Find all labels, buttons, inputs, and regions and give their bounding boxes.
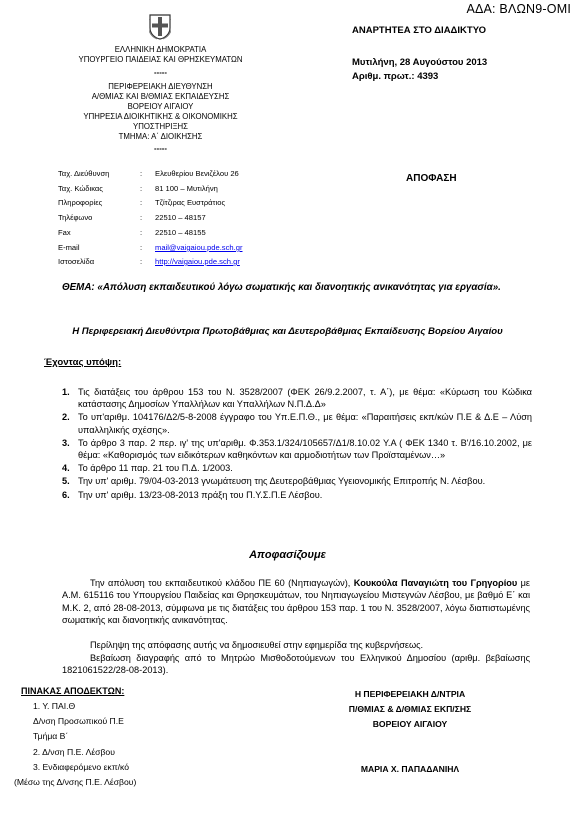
signature-title-line3: ΒΟΡΕΙΟΥ ΑΙΓΑΙΟΥ [372,719,448,729]
considerations-list [62,386,532,502]
recipient-item: (Μέσω της Δ/νσης Π.Ε. Λέσβου) [14,777,137,787]
info-row-website: Ιστοσελίδα : http://vaigaiou.pde.sch.gr [58,257,240,266]
signature-title-line2: Π/ΘΜΙΑΣ & Δ/ΘΜΙΑΣ ΕΚΠ/ΣΗΣ [348,704,472,714]
subject-line: ΘΕΜΑ: «Απόλυση εκπαιδευτικού λόγω σωματικής και διανοητικής ανικανότητας για εργασία». [62,282,501,293]
director-title: Η Περιφερειακή Διευθύντρια Πρωτοβάθμιας και Δευτεροβάθμιας Εκπαίδευσης Βορείου Αιγαίου [72,326,503,337]
header-ministry: ΥΠΟΥΡΓΕΙΟ ΠΑΙΔΕΙΑΣ ΚΑΙ ΘΡΗΣΚΕΥΜΑΤΩΝ [78,55,243,64]
email-link[interactable]: mail@vaigaiou.pde.sch.gr [155,243,243,252]
greek-emblem-icon [149,14,171,40]
header-separator: ----- [154,68,167,77]
publish-note: ΑΝΑΡΤΗΤΕΑ ΣΤΟ ΔΙΑΔΙΚΤΥΟ [352,25,487,36]
header-directorate-line2: Α/ΘΜΙΑΣ ΚΑΙ Β/ΘΜΙΑΣ ΕΚΠΑΙΔΕΥΣΗΣ [91,92,230,101]
signatory-name: ΜΑΡΙΑ Χ. ΠΑΠΑΔΑΝΙΗΛ [360,764,460,774]
website-link[interactable]: http://vaigaiou.pde.sch.gr [155,257,240,266]
recipient-item: 2. Δ/νση Π.Ε. Λέσβου [33,747,115,757]
list-item: 5. Την υπ' αριθμ. 79/04-03-2013 γνωμάτευση της Δευτεροβάθμιας Υγειονομικής Επιτροπής Ν. Λέσβου. [62,476,486,487]
header-service-line2: ΥΠΟΣΤΗΡΙΞΗΣ [133,122,188,131]
header-service: ΥΠΗΡΕΣΙΑ ΔΙΟΙΚΗΤΙΚΗΣ & ΟΙΚΟΝΟΜΙΚΗΣ [83,112,238,121]
list-item: 3. Το άρθρο 3 παρ. 2 περ. ιγ' της υπ'αριθμ. Φ.353.1/324/105657/Δ1/8.10.02 Υ.Α ( ΦΕΚ 1340 τ. Β'/16.10.2002, με θέμα: «Καθορισμός των ειδικότερων καθηκόντων και αρμοδιοτήτων των Προϊσταμένων…» [62,437,532,461]
recipient-item: Τμήμα Β΄ [33,731,69,741]
signature-title: Η ΠΕΡΙΦΕΡΕΙΑΚΗ Δ/ΝΤΡΙΑ [354,689,466,699]
deletion-note: Βεβαίωση διαγραφής από το Μητρώο Μισθοδοτούμενων του Ελληνικού Δημοσίου (αριθμ. βεβαίωσης 1821061522/28-08-2013). [62,653,530,676]
recipient-item: 3. Ενδιαφερόμενο εκπ/κό [33,762,129,772]
info-row-phone: Τηλέφωνο : 22510 – 48157 [58,213,206,222]
info-row-address: Ταχ. Διεύθυνση : Ελευθερίου Βενιζέλου 26 [58,169,239,178]
header-directorate: ΠΕΡΙΦΕΡΕΙΑΚΗ ΔΙΕΥΘΥΝΣΗ [108,82,213,91]
header-republic: ΕΛΛΗΝΙΚΗ ΔΗΜΟΚΡΑΤΙΑ [114,45,207,54]
recipient-item: Δ/νση Προσωπικού Π.Ε [33,716,124,726]
recipients-title: ΠΙΝΑΚΑΣ ΑΠΟΔΕΚΤΩΝ: [21,686,125,696]
info-row-postcode: Ταχ. Κώδικας : 81 100 – Μυτιλήνη [58,184,218,193]
header-directorate-line3: ΒΟΡΕΙΟΥ ΑΙΓΑΙΟΥ [127,102,194,111]
publication-note: Περίληψη της απόφασης αυτής να δημοσιευθεί στην εφημερίδα της κυβερνήσεως. [90,640,424,650]
info-row-contact: Πληροφορίες : Τζίτζιρας Ευστράτιος [58,198,226,207]
list-item: 4. Το άρθρο 11 παρ. 21 του Π.Δ. 1/2003. [62,463,233,474]
recipient-item: 1. Υ. ΠΑΙ.Θ [33,701,76,711]
ada-code: ΑΔΑ: ΒΛΩΝ9-ΟΜΙ [466,2,571,16]
place-date: Μυτιλήνη, 28 Αυγούστου 2013 [352,57,488,68]
decide-heading: Αποφασίζουμε [249,549,326,561]
decision-label: ΑΠΟΦΑΣΗ [406,173,457,184]
list-item: 6. Την υπ' αριθμ. 13/23-08-2013 πράξη του Π.Υ.Σ.Π.Ε Λέσβου. [62,489,323,500]
header-department: ΤΜΗΜΑ: Α΄ ΔΙΟΙΚΗΣΗΣ [118,132,203,141]
protocol-number: Αριθμ. πρωτ.: 4393 [352,71,439,82]
teacher-name: Κουκούλα Παναγιώτη του Γρηγορίου [353,578,518,588]
decision-body: Την απόλυση του εκπαιδευτικού κλάδου ΠΕ 60 (Νηπιαγωγών), Κουκούλα Παναγιώτη του Γρηγορίου με Α.Μ. 615116 του Υπουργείου Παιδείας και Θρησκευμάτων, του Νηπιαγωγείου Μιστεγνών Λέσβου, με βαθμό Ε΄ και Μ.Κ. 2, από 28-08-2013, σύμφωνα με τις διατάξεις του άρθρου 153 παρ. 1 του Ν. 3528/2007, λόγω διαπιστωμένης σωματικής και διανοητικής ανικανότητας. [62,578,530,626]
info-row-fax: Fax : 22510 – 48155 [58,228,206,237]
considering-heading: Έχοντας υπόψη: [44,357,122,368]
list-item: 2. Το υπ'αριθμ. 104176/Δ2/5-8-2008 έγγραφο του Υπ.Ε.Π.Θ., με θέμα: «Παραιτήσεις εκπ/κών Π.Ε & Δ.Ε – Λύση υπαλληλικής σχέσης». [62,412,532,435]
header-separator-2: ----- [154,144,167,153]
info-row-email: E-mail : mail@vaigaiou.pde.sch.gr [58,243,243,252]
list-item: 1. Τις διατάξεις του άρθρου 153 του Ν. 3528/2007 (ΦΕΚ 26/9.2.2007, τ. Α΄), με θέμα: «Κύρωση του Κώδικα κατάστασης Δημοσίων Υπαλλήλων και Υπαλλήλων Ν.Π.Δ.Δ» [62,387,532,410]
